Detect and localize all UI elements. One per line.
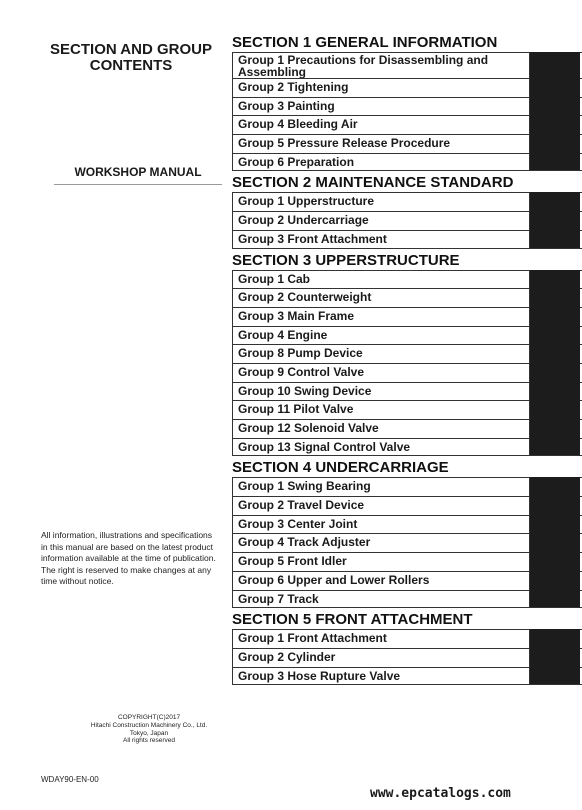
group-index-tab xyxy=(530,153,580,171)
group-row[interactable] xyxy=(232,270,582,289)
group-list xyxy=(232,52,582,171)
group-index-tab xyxy=(530,400,580,419)
group-row[interactable] xyxy=(232,230,582,249)
group-link[interactable]: Group 2 Tightening xyxy=(232,79,530,97)
group-link[interactable]: Group 4 Engine xyxy=(232,327,530,345)
group-index-tab xyxy=(530,629,580,648)
group-link[interactable]: Group 2 Travel Device xyxy=(232,497,530,515)
copyright-line: Hitachi Construction Machinery Co., Ltd. xyxy=(90,721,208,729)
group-link[interactable]: Group 9 Control Valve xyxy=(232,364,530,382)
group-list xyxy=(232,270,582,457)
group-list xyxy=(232,192,582,248)
group-row[interactable] xyxy=(232,438,582,457)
left-column xyxy=(0,0,222,810)
group-index-tab xyxy=(530,134,580,153)
group-link[interactable]: Group 3 Hose Rupture Valve xyxy=(232,668,530,685)
group-link[interactable]: Group 3 Painting xyxy=(232,98,530,116)
copyright-line: COPYRIGHT(C)2017 xyxy=(117,714,181,721)
group-link[interactable]: Group 6 Upper and Lower Rollers xyxy=(232,572,530,590)
group-link[interactable]: Group 1 Front Attachment xyxy=(232,630,530,648)
group-row[interactable] xyxy=(232,382,582,401)
group-index-tab xyxy=(530,344,580,363)
group-index-tab xyxy=(530,192,580,211)
group-link[interactable]: Group 1 Swing Bearing xyxy=(232,478,530,496)
group-index-tab xyxy=(530,363,580,382)
group-row[interactable] xyxy=(232,571,582,590)
group-index-tab xyxy=(530,307,580,326)
group-row[interactable] xyxy=(232,97,582,116)
group-row[interactable] xyxy=(232,648,582,667)
group-link[interactable]: Group 6 Preparation xyxy=(232,154,530,171)
group-row[interactable] xyxy=(232,667,582,686)
manual-divider xyxy=(54,184,222,185)
toc-section-3 xyxy=(232,252,582,457)
group-link[interactable]: Group 2 Counterweight xyxy=(232,289,530,307)
group-index-tab xyxy=(530,496,580,515)
group-index-tab xyxy=(530,552,580,571)
document-code: WDAY90-EN-00 xyxy=(41,775,99,784)
group-index-tab xyxy=(530,270,580,289)
group-row[interactable] xyxy=(232,115,582,134)
group-link[interactable]: Group 5 Front Idler xyxy=(232,553,530,571)
group-row[interactable] xyxy=(232,515,582,534)
group-row[interactable] xyxy=(232,400,582,419)
group-link[interactable]: Group 2 Undercarriage xyxy=(232,212,530,230)
group-index-tab xyxy=(530,288,580,307)
group-index-tab xyxy=(530,78,580,97)
group-link[interactable]: Group 3 Main Frame xyxy=(232,308,530,326)
disclaimer-text: All information, illustrations and specifications in this manual are based on the latest product information available at the time of publication. The right is reserved to make changes at any time without notice. xyxy=(41,530,216,586)
section-title[interactable]: SECTION 5 FRONT ATTACHMENT xyxy=(232,611,473,629)
group-link[interactable]: Group 7 Track xyxy=(232,591,530,608)
group-link[interactable]: Group 5 Pressure Release Procedure xyxy=(232,135,530,153)
workshop-manual-label: WORKSHOP MANUAL xyxy=(74,165,202,179)
group-link[interactable]: Group 4 Bleeding Air xyxy=(232,116,530,134)
group-row[interactable] xyxy=(232,153,582,172)
group-index-tab xyxy=(530,115,580,134)
copyright-line: Tokyo, Japan xyxy=(129,729,169,737)
group-index-tab xyxy=(530,590,580,608)
toc-section-1 xyxy=(232,34,582,171)
group-link[interactable]: Group 8 Pump Device xyxy=(232,345,530,363)
section-title[interactable]: SECTION 1 GENERAL INFORMATION xyxy=(232,34,498,51)
group-list xyxy=(232,477,582,608)
group-link[interactable]: Group 1 Cab xyxy=(232,271,530,289)
contents-title xyxy=(40,42,222,74)
group-index-tab xyxy=(530,211,580,230)
toc-section-4 xyxy=(232,459,582,608)
group-row[interactable] xyxy=(232,419,582,438)
group-link[interactable]: Group 10 Swing Device xyxy=(232,383,530,401)
section-title[interactable]: SECTION 4 UNDERCARRIAGE xyxy=(232,459,449,477)
group-index-tab xyxy=(530,533,580,552)
table-of-contents xyxy=(232,34,582,688)
group-index-tab xyxy=(530,419,580,438)
group-row[interactable] xyxy=(232,326,582,345)
group-link[interactable]: Group 3 Front Attachment xyxy=(232,231,530,248)
group-row[interactable] xyxy=(232,288,582,307)
group-index-tab xyxy=(530,438,580,456)
toc-section-2 xyxy=(232,174,582,248)
group-link[interactable]: Group 1 Precautions for Disassembling and Assembling xyxy=(232,53,530,78)
group-link[interactable]: Group 12 Solenoid Valve xyxy=(232,420,530,438)
group-index-tab xyxy=(530,515,580,534)
contents-title-line-1: SECTION AND GROUP xyxy=(50,41,212,58)
section-title[interactable]: SECTION 3 UPPERSTRUCTURE xyxy=(232,251,460,269)
group-link[interactable]: Group 4 Track Adjuster xyxy=(232,534,530,552)
copyright-line: All rights reserved xyxy=(122,737,176,745)
group-row[interactable] xyxy=(232,496,582,515)
group-list xyxy=(232,629,582,685)
group-row[interactable] xyxy=(232,78,582,97)
group-link[interactable]: Group 11 Pilot Valve xyxy=(232,401,530,419)
group-index-tab xyxy=(530,97,580,116)
group-link[interactable]: Group 1 Upperstructure xyxy=(232,193,530,211)
group-index-tab xyxy=(530,52,580,78)
section-title[interactable]: SECTION 2 MAINTENANCE STANDARD xyxy=(232,174,514,192)
group-link[interactable]: Group 2 Cylinder xyxy=(232,649,530,667)
group-index-tab xyxy=(530,382,580,401)
group-row[interactable] xyxy=(232,552,582,571)
group-index-tab xyxy=(530,230,580,248)
toc-section-5 xyxy=(232,611,582,685)
group-row[interactable] xyxy=(232,629,582,648)
group-index-tab xyxy=(530,648,580,667)
group-row[interactable] xyxy=(232,590,582,609)
group-index-tab xyxy=(530,571,580,590)
group-link[interactable]: Group 3 Center Joint xyxy=(232,516,530,534)
contents-title-line-2: CONTENTS xyxy=(89,57,173,74)
copyright-block xyxy=(60,714,238,745)
group-index-tab xyxy=(530,326,580,345)
group-row[interactable] xyxy=(232,363,582,382)
group-row[interactable] xyxy=(232,307,582,326)
group-index-tab xyxy=(530,477,580,496)
group-link[interactable]: Group 13 Signal Control Valve xyxy=(232,439,530,456)
group-row[interactable] xyxy=(232,52,582,78)
group-row[interactable] xyxy=(232,533,582,552)
group-index-tab xyxy=(530,667,580,685)
group-row[interactable] xyxy=(232,477,582,496)
group-row[interactable] xyxy=(232,344,582,363)
group-row[interactable] xyxy=(232,134,582,153)
group-row[interactable] xyxy=(232,192,582,211)
watermark: www.epcatalogs.com xyxy=(370,786,511,801)
group-row[interactable] xyxy=(232,211,582,230)
